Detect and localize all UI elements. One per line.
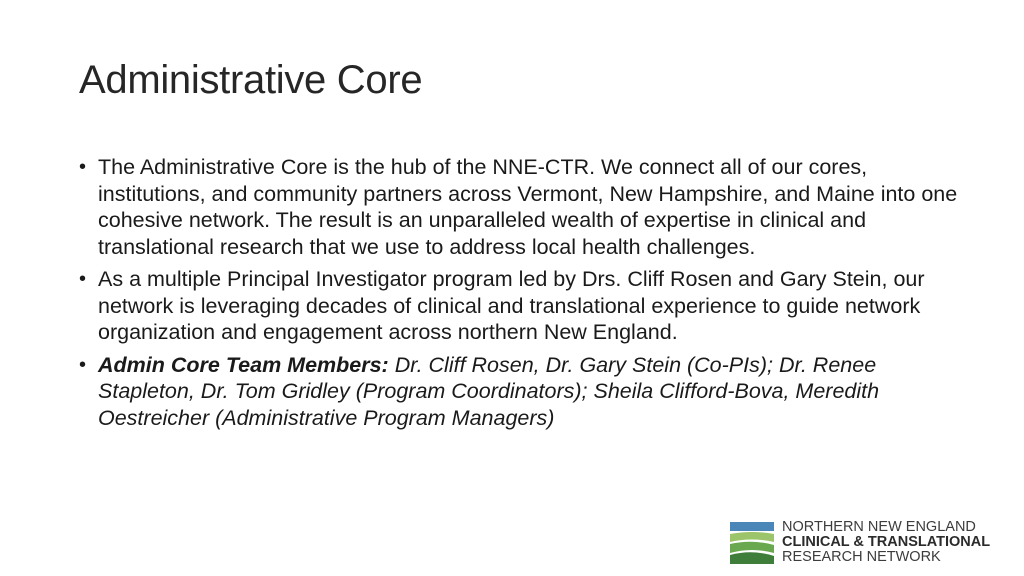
bullet-item	[79, 154, 959, 260]
landscape-stripes-icon	[730, 522, 774, 564]
bullet-list	[79, 154, 959, 437]
bullet-dot-icon: •	[79, 156, 87, 178]
logo-line-1: NORTHERN NEW ENGLAND	[782, 519, 976, 535]
bullet-item	[79, 266, 959, 346]
bullet-text: The Administrative Core is the hub of the NNE-CTR. We connect all of our cores, institutions, and community partners across Vermont, New Hampshire, and Maine into one cohesive network. The result is an unparalleled wealth of expertise in clinical and translational research that we use to address local health challenges.	[98, 155, 958, 259]
team-members-label: Admin Core Team Members:	[98, 352, 389, 377]
logo-line-3: RESEARCH NETWORK	[782, 549, 941, 565]
bullet-text: As a multiple Principal Investigator program led by Drs. Cliff Rosen and Gary Stein, our network is leveraging decades of clinical and translational experience to guide network organization and engagement across northern New England.	[98, 267, 925, 344]
logo-text	[782, 520, 990, 565]
bullet-dot-icon: •	[79, 268, 87, 290]
slide-title: Administrative Core	[79, 58, 423, 102]
bullet-item	[79, 352, 959, 432]
logo-line-2: CLINICAL & TRANSLATIONAL	[782, 534, 991, 550]
nne-ctr-logo	[730, 520, 1010, 566]
bullet-dot-icon: •	[79, 353, 87, 376]
team-members-text: Dr. Cliff Rosen, Dr. Gary Stein (Co-PIs); Dr. Renee Stapleton, Dr. Tom Gridley (Program Coordinators); Sheila Clifford-Bova, Meredith Oestreicher (Administrative Program Managers)	[98, 352, 880, 430]
